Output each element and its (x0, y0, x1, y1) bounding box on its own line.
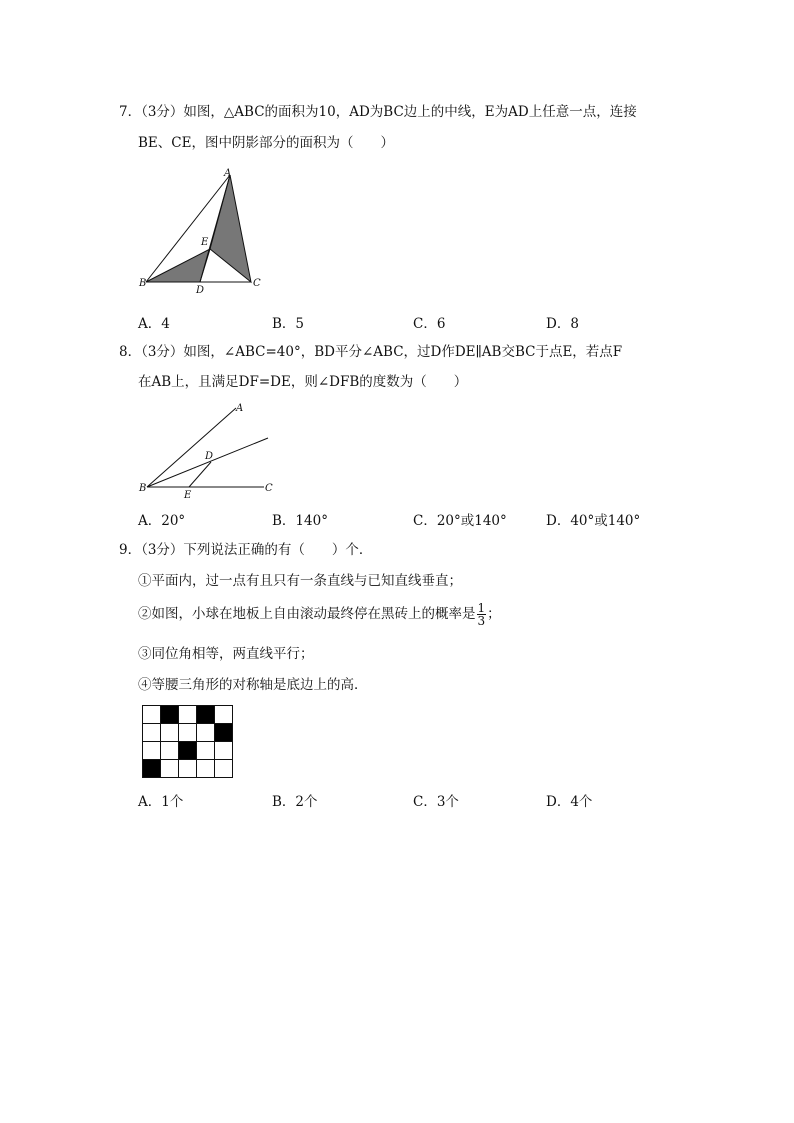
white-tile (197, 760, 215, 778)
white-tile (197, 742, 215, 760)
q7-line1: 7．（3分）如图，△ABC的面积为10，AD为BC边上的中线，E为AD上任意一点，连接 (119, 104, 637, 120)
white-tile (143, 742, 161, 760)
q7-option-c: C．6 (413, 316, 446, 332)
q8-option-a: A．20° (138, 513, 186, 529)
q9-floor-tile-grid (142, 705, 233, 778)
grid-row (143, 706, 233, 724)
black-tile (197, 706, 215, 724)
q7-label-e: E (201, 237, 209, 248)
fraction-denominator: 3 (477, 614, 486, 628)
black-tile (143, 760, 161, 778)
q9-statement-2-suffix: ； (487, 606, 501, 622)
grid-row (143, 742, 233, 760)
q8-label-d: D (205, 451, 214, 462)
q8-option-d: D．40°或140° (546, 513, 641, 529)
white-tile (143, 724, 161, 742)
q8-angle-figure (136, 400, 281, 500)
white-tile (161, 742, 179, 760)
q9-statement-1: ①平面内，过一点有且只有一条直线与已知直线垂直； (138, 573, 462, 589)
q8-label-c: C (265, 483, 273, 494)
q8-label-b: B (139, 483, 147, 494)
white-tile (197, 724, 215, 742)
fraction-numerator: 1 (477, 601, 486, 615)
q7-shaded-region-ace (210, 175, 251, 282)
q8-option-b: B．140° (272, 513, 328, 529)
black-tile (179, 742, 197, 760)
q7-option-d: D．8 (546, 316, 579, 332)
white-tile (179, 760, 197, 778)
q7-option-a: A．4 (138, 316, 170, 332)
q7-label-a: A (224, 168, 232, 179)
white-tile (179, 724, 197, 742)
q9-probability-fraction (477, 602, 487, 627)
q7-label-c: C (253, 278, 261, 289)
q7-label-b: B (139, 278, 147, 289)
white-tile (215, 760, 233, 778)
q8-bisector-bd (147, 438, 268, 487)
q9-option-c: C．3个 (413, 794, 459, 810)
q9-line1: 9．（3分）下列说法正确的有（ ）个． (119, 542, 373, 558)
q8-option-c: C．20°或140° (413, 513, 507, 529)
q8-line2: 在AB上，且满足DF=DE，则∠DFB的度数为（ ） (138, 374, 468, 390)
black-tile (215, 724, 233, 742)
q7-triangle-figure (138, 165, 268, 295)
white-tile (161, 760, 179, 778)
q9-option-b: B．2个 (272, 794, 318, 810)
grid-row (143, 724, 233, 742)
q9-option-d: D．4个 (546, 794, 593, 810)
q8-label-e: E (184, 490, 192, 500)
q7-shaded-region-bde (146, 249, 210, 282)
q9-statement-2-text: ②如图，小球在地板上自由滚动最终停在黑砖上的概率是 (138, 606, 476, 622)
black-tile (161, 706, 179, 724)
grid-row (143, 760, 233, 778)
white-tile (215, 706, 233, 724)
q9-option-a: A．1个 (138, 794, 184, 810)
white-tile (161, 724, 179, 742)
white-tile (143, 706, 161, 724)
q7-option-b: B．5 (272, 316, 305, 332)
q7-label-d: D (196, 285, 205, 295)
white-tile (215, 742, 233, 760)
q8-line1: 8．（3分）如图，∠ABC=40°，BD平分∠ABC，过D作DE∥AB交BC于点E，若点F (119, 344, 623, 360)
q8-label-a: A (236, 403, 244, 414)
q7-line2: BE、CE，图中阴影部分的面积为（ ） (138, 135, 394, 151)
q9-statement-2 (138, 602, 501, 627)
q9-statement-4: ④等腰三角形的对称轴是底边上的高． (138, 677, 368, 693)
q8-ray-ba (147, 408, 236, 487)
white-tile (179, 706, 197, 724)
q9-statement-3: ③同位角相等，两直线平行； (138, 646, 314, 662)
